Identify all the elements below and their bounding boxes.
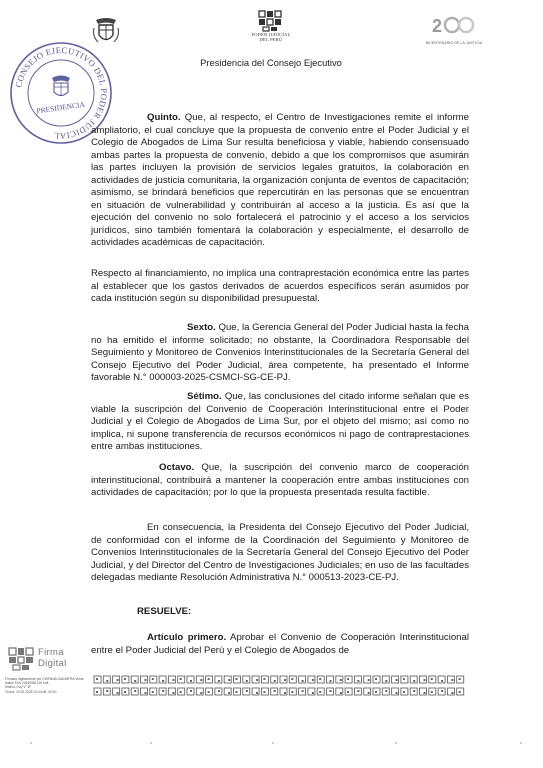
code-square-fill [368,692,370,694]
code-square-fill [124,678,126,680]
bicentennial-logo-icon [430,14,478,36]
paragraph-label: Octavo. [159,462,195,473]
code-square-fill [330,680,332,682]
code-square-fill [124,691,126,693]
code-square-fill [152,691,154,693]
code-square-fill [431,678,433,680]
code-square-fill [117,679,119,681]
code-square-fill [340,679,342,681]
code-square-fill [256,692,258,694]
code-square-fill [236,678,238,680]
code-square-fill [451,679,453,681]
code-square-fill [96,691,98,693]
signature-metadata: Firmado digitalmente por CHIPANA GIANNFRA Vilma Isabel FAU 20159981216 soft Motivo: Doy V° B° Fecha: 10.02.2025 12:44:06 -05:00 [5,677,84,694]
code-square-fill [413,690,415,692]
code-square-fill [152,678,154,680]
digital-signature-logo-icon [8,647,34,671]
code-square-fill [106,690,108,692]
code-square-fill [228,679,230,681]
code-square-fill [330,690,332,692]
code-square-fill [319,691,321,693]
scan-dot [150,742,152,744]
code-square-fill [246,680,248,682]
paragraph-articulo-primero: Artículo primero. Aprobar el Convenio de Cooperación Interinstitucional entre el Poder Judicial del Perú y el Colegio de Abogados de [91,632,469,656]
paragraph-label: Sexto. [187,322,216,333]
code-square-fill [200,692,202,694]
code-square-fill [172,692,174,694]
bicentennial-caption: BICENTENARIO DE LA JUSTICIA [425,41,483,45]
paragraph-financiamiento: Respecto al financiamiento, no implica una contraprestación económica entre las partes al establecer que los gastos derivados de acuerdos específicos serán asumidos por cada institución según su disponibilidad presupuestal. [91,268,469,304]
code-square-fill [256,679,258,681]
code-square-fill [162,690,164,692]
code-square-fill [236,691,238,693]
code-square-fill [385,690,387,692]
code-square-fill [134,680,136,682]
scan-dot [520,742,522,744]
code-square-fill [162,680,164,682]
code-square-fill [424,679,426,681]
code-square-fill [413,680,415,682]
code-square-fill [263,678,265,680]
article-label: Artículo primero. [147,632,227,643]
code-square-fill [403,678,405,680]
code-square-fill [246,690,248,692]
code-square-fill [96,678,98,680]
code-square-fill [200,679,202,681]
code-square-fill [403,691,405,693]
code-square-fill [106,680,108,682]
code-square-fill [274,680,276,682]
code-square-fill [312,679,314,681]
scan-dot [272,742,274,744]
code-square-fill [291,691,293,693]
code-square-fill [263,691,265,693]
code-square-fill [396,692,398,694]
code-square-fill [347,691,349,693]
institution-name: PODER JUDICIAL DEL PERÚ [251,32,291,42]
code-square-fill [117,692,119,694]
poder-judicial-logo-icon [258,10,282,32]
paragraph-label: Quinto. [147,112,181,123]
code-square-fill [459,691,461,693]
code-square-fill [441,680,443,682]
verification-code-strip [92,674,470,708]
code-square-fill [347,678,349,680]
paragraph-quinto: Quinto. Que, al respecto, el Centro de Investigaciones remite el informe ampliatorio, el cual concluye que la propuesta de convenio entre el Poder Judicial y el Colegio de Abogados de Lima Sur resulta beneficiosa y viable, habiendo consensuado ambas partes la propuesta de convenio, debido a que los compromisos que asumirán las partes incluyen la provisión de servicios legales gratuitos, la colaboración en actividades de justicia comunitaria, la organización conjunta de eventos de capacitación; asimismo, se brindará beneficios que repercutirán en las personas que se encuentran en situación de vulnerabilidad y contribuirán al acceso a la justicia. Es así que la ejecución del convenio no solo fortalecerá el patrocinio y el acceso a los servicios jurídicos, sino también fomentará la colaboración y especialmente, el desarrollo de actividades académicas de capacitación. [91,112,469,248]
code-square-fill [441,690,443,692]
code-square-fill [218,680,220,682]
code-square-fill [459,678,461,680]
code-square-fill [208,678,210,680]
paragraph-octavo: Octavo. Que, la suscripción del convenio marco de cooperación interinstitucional, contribuirá a mantener la cooperación entre ambas instituciones con actividades de capacitación; por lo que la propuesta presentada resulta factible. [91,462,469,498]
svg-text:PRESIDENCIA: PRESIDENCIA [35,99,86,116]
code-square-fill [424,692,426,694]
paragraph-label: Sétimo. [187,391,222,402]
code-square-fill [451,692,453,694]
code-square-fill [357,680,359,682]
code-square-fill [145,679,147,681]
code-square-fill [375,691,377,693]
code-square-fill [431,691,433,693]
code-square-fill [274,690,276,692]
code-square-fill [172,679,174,681]
code-square-fill [302,680,304,682]
code-square-fill [134,690,136,692]
code-square-fill [357,690,359,692]
code-square-fill [319,678,321,680]
paragraph-septimo: Sétimo. Que, las conclusiones del citado informe señalan que es viable la suscripción del Convenio de Cooperación Interinstitucional entre el Poder Judicial y el Colegio de Abogados de Lima Sur, por el objeto del mismo; así como no implica, ni supone transferencia de recursos económicos ni pago de contraprestaciones entre ambas instituciones. [91,391,469,452]
code-square-fill [218,690,220,692]
code-square-fill [368,679,370,681]
code-square-fill [180,691,182,693]
code-square-fill [385,680,387,682]
code-square-fill [284,692,286,694]
code-square-fill [208,691,210,693]
paragraph-consecuencia: En consecuencia, la Presidenta del Consejo Ejecutivo del Poder Judicial, de conformidad con el informe de la Coordinación del Seguimiento y Monitoreo de Convenios Interinstitucionales de la Secretaría General del Consejo Ejecutivo del Poder Judicial, y del Director del Centro de Investigaciones Judiciales; en uso de las facultades delegadas mediante Resolución Administrativa N.° 000513-2023-CE-PJ. [91,522,469,583]
code-square-fill [302,690,304,692]
code-square-fill [312,692,314,694]
scan-dot [395,742,397,744]
scan-dot [30,742,32,744]
paragraph-sexto: Sexto. Que, la Gerencia General del Poder Judicial hasta la fecha no ha emitido el informe solicitado; no obstante, la Coordinadora Responsable del Seguimiento y Monitoreo de Convenios Interinstitucionales de la Secretaría General del Consejo Ejecutivo del Poder Judicial, área competente, ha presentado el Informe favorable N.° 000003-2025-CSMCI-SG-CE-PJ. [91,322,469,383]
code-square-fill [375,678,377,680]
svg-text:2: 2 [432,16,443,36]
code-square-fill [396,679,398,681]
code-square-fill [190,690,192,692]
page-header-title: Presidencia del Consejo Ejecutivo [200,57,342,68]
code-square-fill [340,692,342,694]
code-square-fill [180,678,182,680]
code-square-fill [284,679,286,681]
digital-signature-label: Firma Digital [38,647,67,669]
code-square-fill [145,692,147,694]
code-square-fill [190,680,192,682]
code-square-fill [291,678,293,680]
resuelve-heading: RESUELVE: [137,606,192,617]
code-square-fill [228,692,230,694]
svg-text:CONSEJO EJECUTIVO DEL PODER JU: CONSEJO EJECUTIVO DEL PODER JUDICIAL [13,44,110,142]
